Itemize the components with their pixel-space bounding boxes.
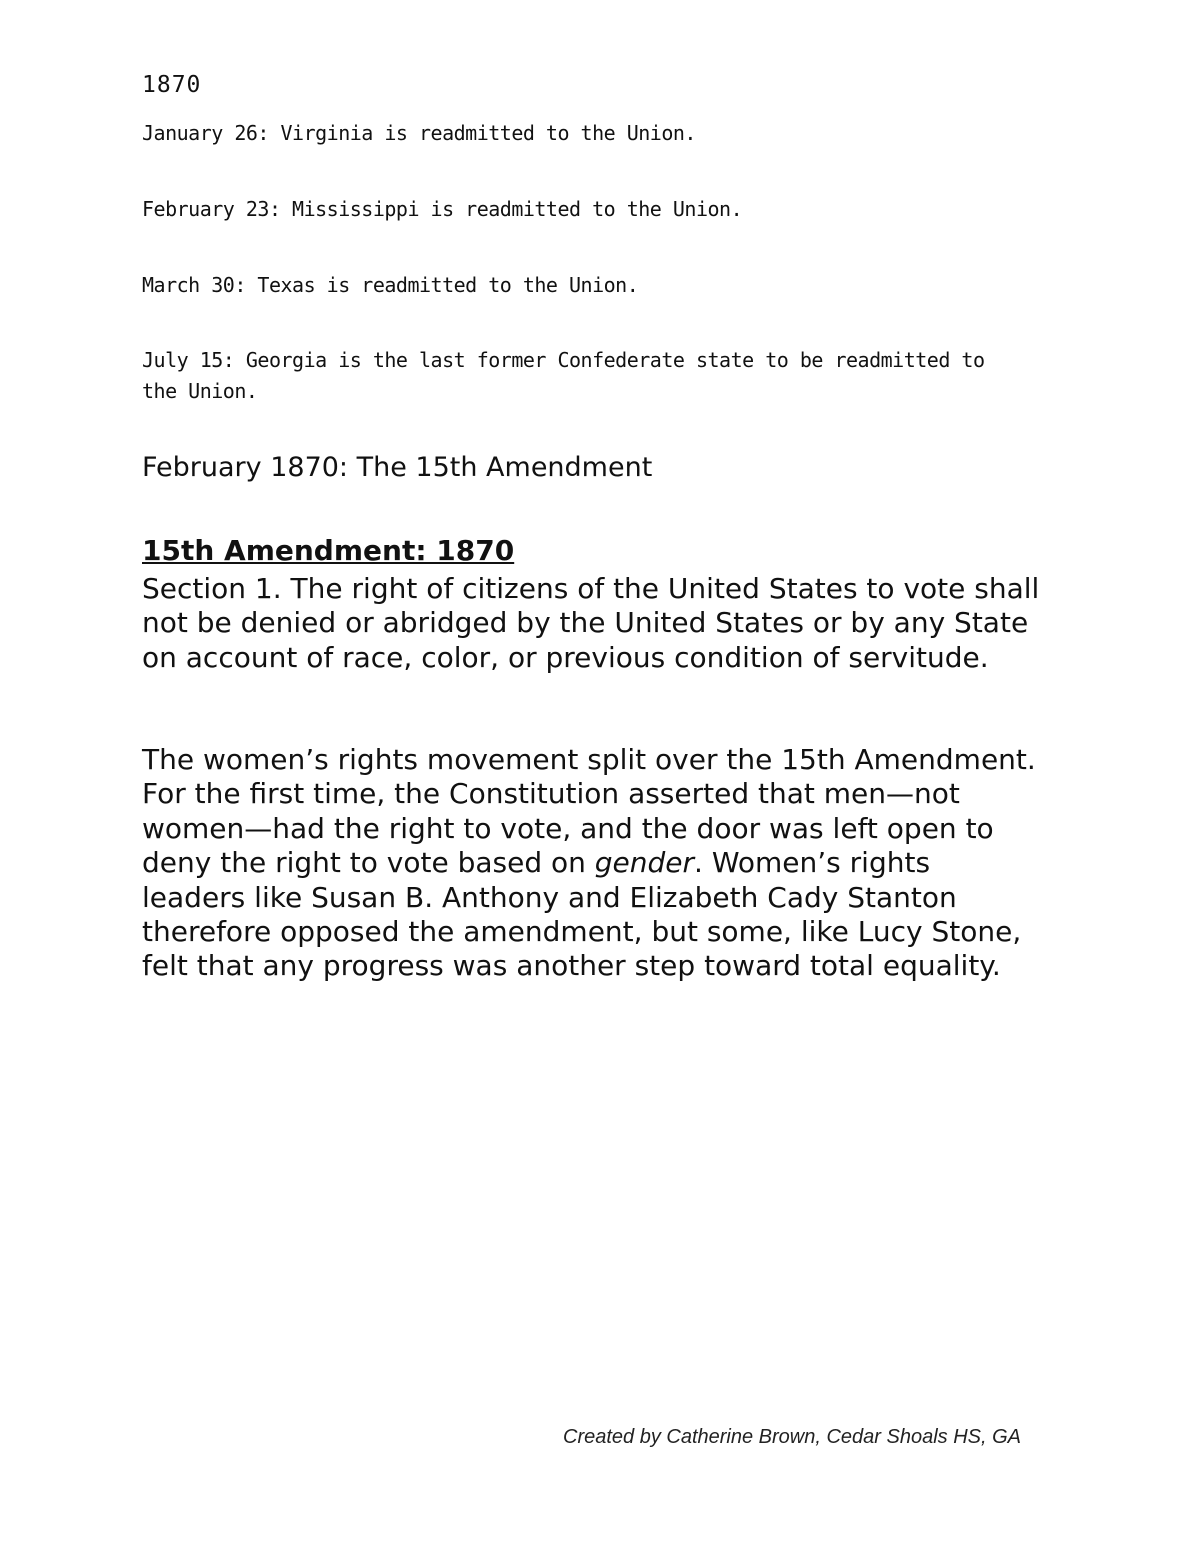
commentary-part-2: . Women’s rights leaders like Susan B. Anthony and Elizabeth Cady Stanton therefore opposed the amendment, but some, like Lucy Stone, felt that any progress was another step toward total equality.	[142, 846, 1022, 983]
commentary-emphasis: gender	[594, 846, 695, 880]
event-virginia: January 26: Virginia is readmitted to the Union.	[142, 121, 696, 145]
event-georgia: July 15: Georgia is the last former Confederate state to be readmitted to the Union.	[142, 348, 985, 403]
amendment-title: 15th Amendment: 1870	[142, 534, 515, 567]
event-mississippi: February 23: Mississippi is readmitted to the Union.	[142, 197, 743, 221]
event-texas: March 30: Texas is readmitted to the Union.	[142, 273, 639, 297]
section-1-text: Section 1. The right of citizens of the United States to vote shall not be denied or abridged by the United States or by any State on account of race, color, or previous condition of servitude.	[142, 572, 1040, 674]
year-heading: 1870	[142, 72, 202, 98]
commentary-part-1: The women’s rights movement split over the 15th Amendment. For the first time, the Constitution asserted that men—not women—had the right to vote, and the door was left open to deny the right to vote based on	[142, 743, 1036, 880]
footer-credit: Created by Catherine Brown, Cedar Shoals HS, GA	[563, 1426, 1021, 1448]
subheading: February 1870: The 15th Amendment	[142, 452, 653, 483]
commentary-paragraph	[142, 743, 1042, 984]
